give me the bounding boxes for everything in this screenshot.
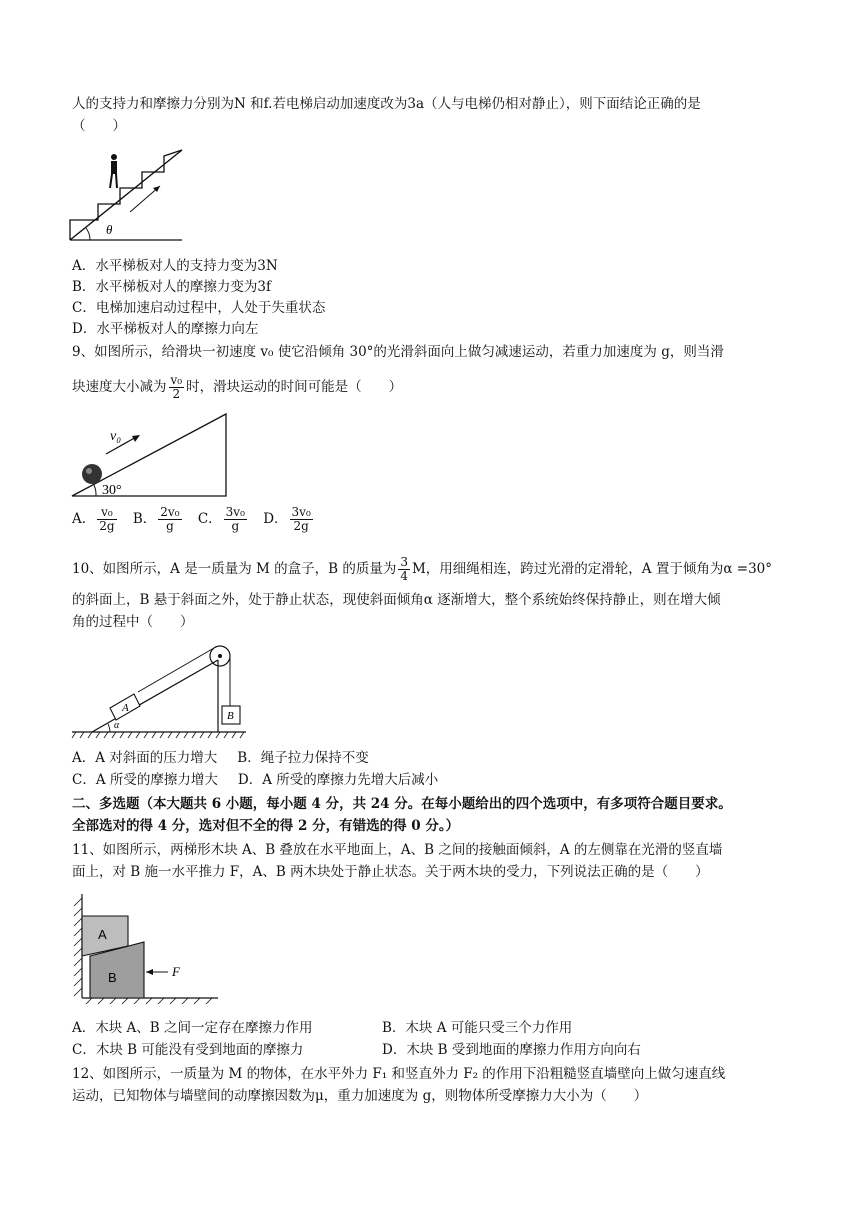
- frac-num: v₀: [170, 373, 183, 387]
- q9-stem-line1: 9、如图所示，给滑块一初速度 v₀ 使它沿倾角 30°的光滑斜面向上做匀减速运动，若重力加速度为 g，则当滑: [72, 344, 724, 360]
- q10-options-row1: [72, 748, 379, 768]
- q10-option-a: A．A 对斜面的压力增大: [72, 750, 218, 766]
- q12-stem-line2: 运动，已知物体与墙壁间的动摩擦因数为μ，重力加速度为 g，则物体所受摩擦力大小为（ ）: [72, 1088, 648, 1104]
- v0-label: v₀: [110, 429, 122, 444]
- q10-options-row2: [72, 770, 448, 790]
- q9-option-d: D． $\frac{\text{3v₀}}{2g}$: [263, 505, 311, 533]
- q8-stem-line1: 人的支持力和摩擦力分别为N 和f.若电梯启动加速度改为3a（人与电梯仍相对静止），则下面结论正确的是: [72, 96, 701, 112]
- q9-options: [72, 506, 325, 533]
- q10-stem-line2: 的斜面上，B 悬于斜面之外，处于静止状态，现使斜面倾角α 逐渐增大，整个系统始终保持静止，则在增大倾: [72, 592, 721, 608]
- q9-stem-pre: 块速度大小减为: [72, 379, 167, 395]
- block-b-label: B: [108, 970, 117, 985]
- q8-option-c: C．电梯加速启动过程中，人处于失重状态: [72, 300, 326, 316]
- q11-stem-line2: 面上，对 B 施一水平推力 F，A、B 两木块处于静止状态。关于两木块的受力，下列说法正确的是（ ）: [72, 864, 709, 880]
- q10-stem-post: M，用细绳相连，跨过光滑的定滑轮，A 置于倾角为α =30°: [411, 561, 772, 577]
- angle-label: 30°: [102, 483, 122, 498]
- q10-stem-pre: 10、如图所示，A 是一质量为 M 的盒子，B 的质量为: [72, 561, 397, 577]
- trapezoid-blocks-figure: [68, 892, 224, 1004]
- q10-option-c: C．A 所受的摩擦力增大: [72, 772, 218, 788]
- q9-stem-post: 时，滑块运动的时间可能是（ ）: [186, 379, 403, 395]
- q11-option-c: C．木块 B 可能没有受到地面的摩擦力: [72, 1042, 304, 1058]
- force-f-label: F: [172, 964, 180, 979]
- q11-option-d: D．木块 B 受到地面的摩擦力作用方向向右: [382, 1042, 641, 1058]
- q10-option-b: B．绳子拉力保持不变: [237, 750, 369, 766]
- q11-stem-line1: 11、如图所示，两梯形木块 A、B 叠放在水平地面上，A、B 之间的接触面倾斜，A 的左侧靠在光滑的竖直墙: [72, 842, 723, 858]
- q11-option-b: B．木块 A 可能只受三个力作用: [382, 1020, 573, 1036]
- label-b: B: [227, 710, 234, 722]
- block-a-label: A: [98, 927, 107, 942]
- incline-figure-30: [70, 412, 230, 500]
- q11-options-row1: [72, 1018, 582, 1038]
- escalator-figure: [68, 148, 188, 244]
- q9-option-a: A． $\frac{\text{v₀}}{2g}$: [72, 505, 115, 533]
- arrow-left-icon: [146, 969, 153, 975]
- pulley-incline-figure: [70, 640, 250, 744]
- ball-icon: [82, 464, 102, 484]
- q10-stem-line1: [72, 556, 772, 583]
- q8-stem-line2: （ ）: [72, 118, 126, 134]
- q11-options-row2: [72, 1040, 651, 1060]
- q10-option-d: D．A 所受的摩擦力先增大后减小: [237, 772, 439, 788]
- q9-stem-line2: [72, 374, 402, 401]
- q10-stem-fraction: $\frac{3}{4}$: [400, 555, 408, 583]
- section2-heading-line1: 二、多选题（本大题共 6 小题，每小题 4 分，共 24 分。在每小题给出的四个选项中，有多项符合题目要求。: [72, 796, 732, 812]
- q11-option-a: A．木块 A、B 之间一定存在摩擦力作用: [72, 1020, 313, 1036]
- q8-option-d: D．水平梯板对人的摩擦力向左: [72, 321, 259, 337]
- person-icon: [110, 154, 117, 188]
- q9-option-b: B． $\frac{\text{2v₀}}{g}$: [132, 505, 180, 533]
- theta-label: θ: [106, 222, 113, 237]
- q9-option-c: C． $\frac{\text{3v₀}}{g}$: [197, 505, 245, 533]
- label-a: A: [122, 702, 129, 714]
- frac-den: 2: [172, 387, 181, 401]
- q8-option-b: B．水平梯板对人的摩擦力变为3f: [72, 279, 272, 295]
- section2-heading-line2: 全部选对的得 4 分，选对但不全的得 2 分，有错选的得 0 分。）: [72, 818, 460, 834]
- q10-stem-line3: 角的过程中（ ）: [72, 614, 194, 630]
- label-alpha: α: [114, 720, 120, 731]
- q12-stem-line1: 12、如图所示，一质量为 M 的物体，在水平外力 F₁ 和竖直外力 F₂ 的作用下沿粗糙竖直墙壁向上做匀速直线: [72, 1066, 726, 1082]
- q8-option-a: A．水平梯板对人的支持力变为3N: [72, 258, 278, 274]
- q9-stem-fraction: [169, 374, 185, 401]
